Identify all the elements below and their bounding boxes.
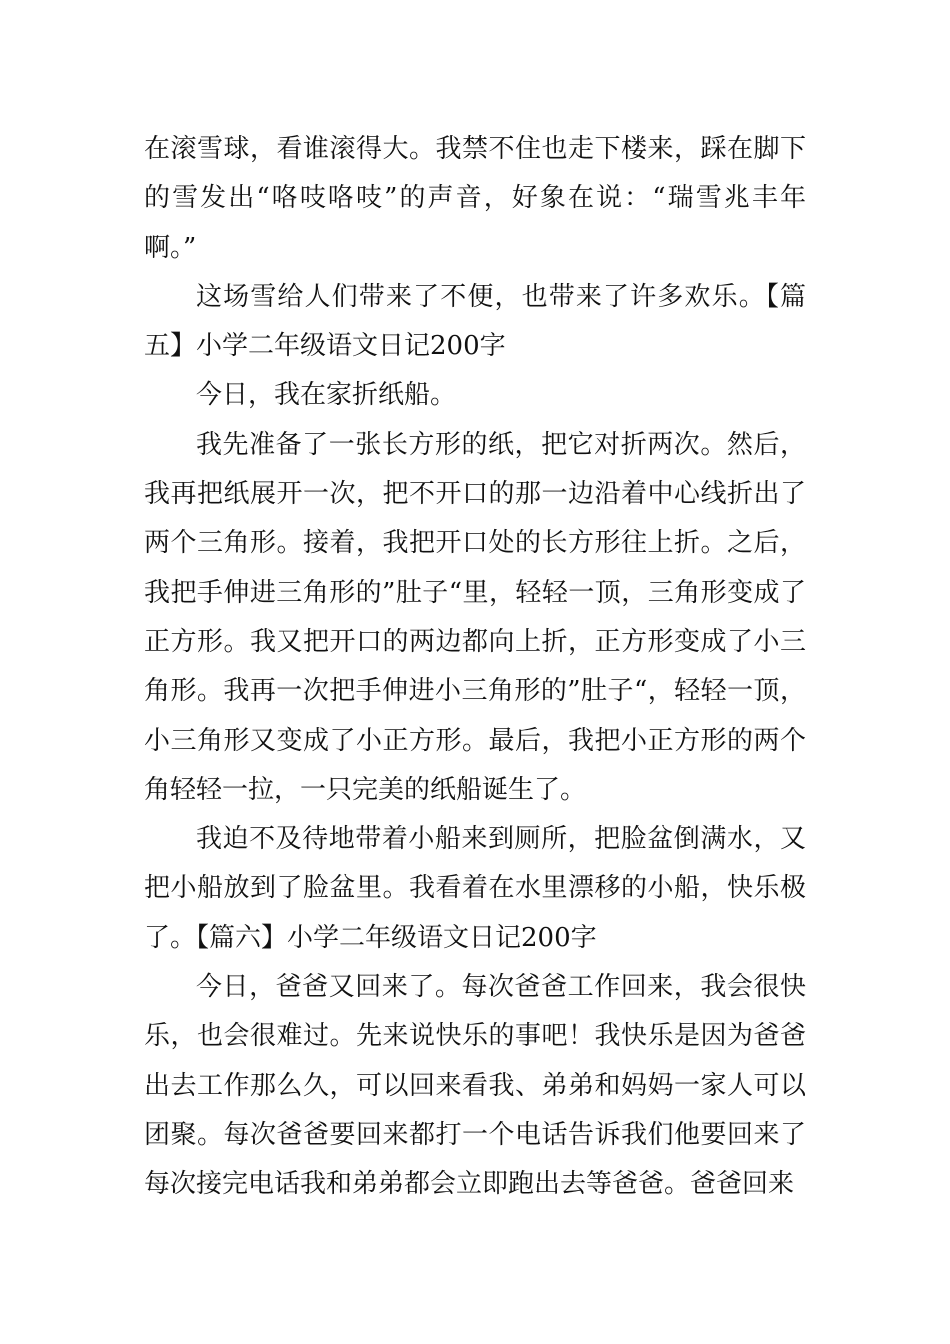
- paragraph-text: 我先准备了一张长方形的纸，把它对折两次。然后，我再把纸展开一次，把不开口的那一边沿着中心线折出了两个三角形。接着，我把开口处的长方形往上折。之后，我把手伸进三角形的”肚子“里，轻轻一顶，三角形变成了正方形。我又把开口的两边都向上折，正方形变成了小三角形。我再一次把手伸进小三角形的”肚子“，轻轻一顶，小三角形又变成了小正方形。最后，我把小正方形的两个角轻轻一拉，一只完美的纸船诞生了。: [144, 429, 806, 805]
- paragraph-text: 今日，爸爸又回来了。每次爸爸工作回来，我会很快乐，也会很难过。先来说快乐的事吧！我快乐是因为爸爸出去工作那么久，可以回来看我、弟弟和妈妈一家人可以团聚。每次爸爸要回来都打一个电话告诉我们他要回来了每次接完电话我和弟弟都会立即跑出去等爸爸。爸爸回来: [144, 972, 806, 1200]
- paragraph-p4: [144, 421, 806, 815]
- section-heading: 【篇六】小学二年级语文日记200字: [196, 922, 597, 953]
- paragraph-p6: [144, 963, 806, 1209]
- paragraph-p3: [144, 371, 806, 420]
- paragraph-text: 今日，我在家折纸船。: [196, 380, 457, 411]
- paragraph-text: 这场雪给人们带来了不便，也带来了许多欢乐。: [196, 281, 766, 312]
- paragraph-text: 我迫不及待地带着小船来到厕所，把脸盆倒满水，又把小船放到了脸盆里。我看着在水里漂移的小船，快乐极了。: [144, 824, 806, 953]
- document-body: [144, 125, 806, 1210]
- paragraph-text: 在滚雪球，看谁滚得大。我禁不住也走下楼来，踩在脚下的雪发出“咯吱咯吱”的声音，好象在说：“瑞雪兆丰年啊。”: [144, 134, 806, 263]
- paragraph-p2: [144, 273, 806, 372]
- section-heading: 【篇五】小学二年级语文日记200字: [144, 281, 806, 362]
- paragraph-p5: [144, 815, 806, 963]
- paragraph-p1: [144, 125, 806, 273]
